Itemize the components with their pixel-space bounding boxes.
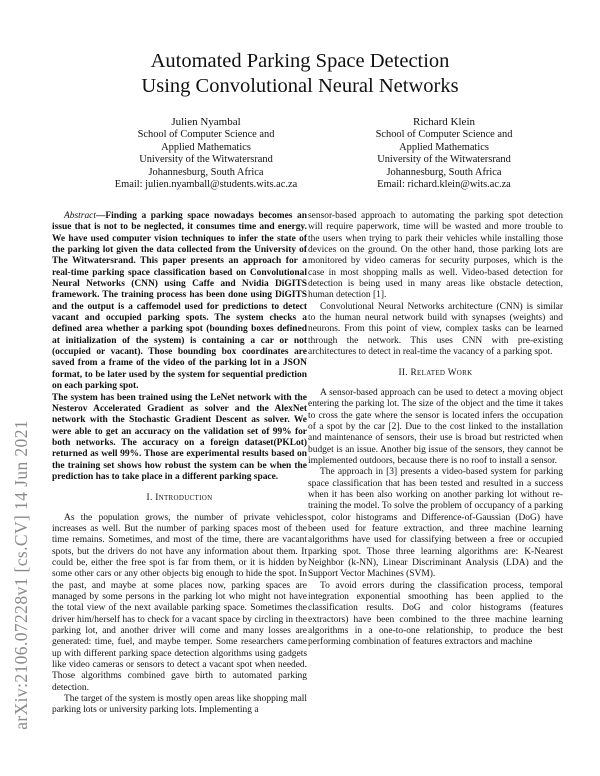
- author-city: Johannesburg, South Africa: [386, 166, 502, 178]
- right-column: [308, 211, 563, 649]
- arxiv-sidebar: [6, 205, 36, 730]
- author-department: Applied Mathematics: [399, 141, 489, 153]
- abstract: [52, 211, 307, 483]
- title-line-2: Using Convolutional Neural Networks: [141, 75, 459, 97]
- left-column: [52, 211, 307, 717]
- author-email: Email: julien.nyamball@students.wits.ac.za: [114, 179, 298, 191]
- abstract-label: Abstract: [64, 211, 96, 221]
- right-paragraph-1: sensor-based approach to automating the parking spot detection will require paperwork, time will be wasted and more trouble to the users when trying to park their vehicles while installing those devices on the ground. On the other hand, those parking lots are monitored by video cameras for security purposes, which is the case in most shopping malls as well. Video-based detection for detection is being used in many areas like obstacle detection, human detection [1].: [308, 211, 563, 301]
- abstract-paragraph-1: Finding a parking space nowadays becomes an issue that is not to be neglected, it consumes time and energy. We have used computer vision techniques to infer the state of the parking lot given the data collected from the University of The Witwatersrand. This paper presents an approach for a real-time parking space classification based on Convolutional Neural Networks (CNN) using Caffe and Nvidia DiGITS framework. The training process has been done using DiGITS and the output is a caffemodel used for predictions to detect vacant and occupied parking spots. The system checks a defined area whether a parking spot (bounding boxes defined at initialization of the system) is containing a car or not (occupied or vacant). Those bounding box coordinates are saved from a frame of the video of the parking lot in a JSON format, to be later used by the system for sequential prediction on each parking spot.: [52, 211, 307, 392]
- author-name: Julien Nyambal: [171, 116, 241, 128]
- author-block-1: [101, 116, 311, 191]
- author-email: Email: richard.klein@wits.ac.za: [377, 179, 511, 191]
- author-university: University of the Witwatersrand: [139, 154, 273, 166]
- right-paragraph-2: Convolutional Neural Networks architecture (CNN) is similar to the human neural network build with synapses (weights) and neurons. From this point of view, complex tasks can be learned through the network. This uses CNN with pre-existing architectures to detect in real-time the vacancy of a parking spot.: [308, 301, 563, 358]
- author-block-2: [339, 116, 549, 191]
- section-heading-introduction: I. Introduction: [146, 493, 213, 504]
- arxiv-identifier: arXiv:2106.07228v1 [cs.CV] 14 Jun 2021: [11, 420, 31, 730]
- author-name: Richard Klein: [412, 116, 475, 128]
- author-university: University of the Witwatersrand: [377, 154, 511, 166]
- abstract-dash: —: [95, 211, 106, 221]
- abstract-paragraph-2: The system has been trained using the LeNet network with the Nesterov Accelerated Gradient as solver and the AlexNet network with the Stochastic Gradient Descent as solver. We were able to get an accuracy on the validation set of 99% for both networks. The accuracy on a foreign dataset(PKLot) returned as well 99%. Those are experimental results based on the training set shows how robust the system can be when the prediction has to take place in a different parking space.: [52, 392, 307, 482]
- author-department: Applied Mathematics: [161, 141, 251, 153]
- author-department: School of Computer Science and: [137, 129, 275, 141]
- intro-paragraph-1: As the population grows, the number of private vehicles increases as well. But the number of parking spaces most of the time remains. Sometimes, and most of the time, there are vacant spots, but the drivers do not have any information about them. It could be, either the free spot is far from them, or it is hidden by some other cars or any other objects big enough to hide the spot. In the past, and maybe at some places now, parking spaces are managed by some persons in the parking lot who might not have the total view of the next available parking space. Sometimes the driver him/herself has to check for a vacant space by circling in the parking lot, and another driver will come and many losses are generated: time, fuel, and maybe temper. Some researchers came up with different parking space detection algorithms using gadgets like video cameras or sensors to detect a vacant spot when needed. Those algorithms combined gave birth to automated parking detection.: [52, 512, 307, 693]
- section-heading-related-work: II. Related Work: [398, 368, 473, 379]
- related-paragraph-2: The approach in [3] presents a video-based system for parking space classification that has been tested and resulted in a success when it has been also working on another parking lot without re-training the model. To solve the problem of occupancy of a parking spot, color histograms and Difference-of-Gaussian (DoG) have been used for feature extraction, and three machine learning algorithms have used for classifying between a free or occupied parking spot. Those three learning algorithms are: K-Nearest Neighbor (k-NN), Linear Discriminant Analysis (LDA) and the Support Vector Machines (SVM).: [308, 467, 563, 580]
- related-paragraph-1: A sensor-based approach can be used to detect a moving object entering the parking lot. The size of the object and the time it takes to cross the gate where the sensor is located infers the occupation of a spot by the car [2]. Due to the cost linked to the installation and maintenance of sensors, their use is broad but restricted when budget is an issue. Another big issue of the sensors, they cannot be implemented outdoors, because there is no roof to install a sensor.: [308, 387, 563, 466]
- related-paragraph-3: To avoid errors during the classification process, temporal integration exponential smoothing has been applied to the classification results. DoG and color histograms (features extractors) have been combined to the three machine learning algorithms in a one-to-one relationship, to produce the best performing combination of features extractors and machine: [308, 580, 563, 648]
- author-department: School of Computer Science and: [375, 129, 513, 141]
- intro-paragraph-2: The target of the system is mostly open areas like shopping mall parking lots or university parking lots. Implementing a: [52, 694, 307, 716]
- author-city: Johannesburg, South Africa: [148, 166, 264, 178]
- paper-title: [70, 49, 530, 99]
- title-line-1: Automated Parking Space Detection: [150, 50, 450, 72]
